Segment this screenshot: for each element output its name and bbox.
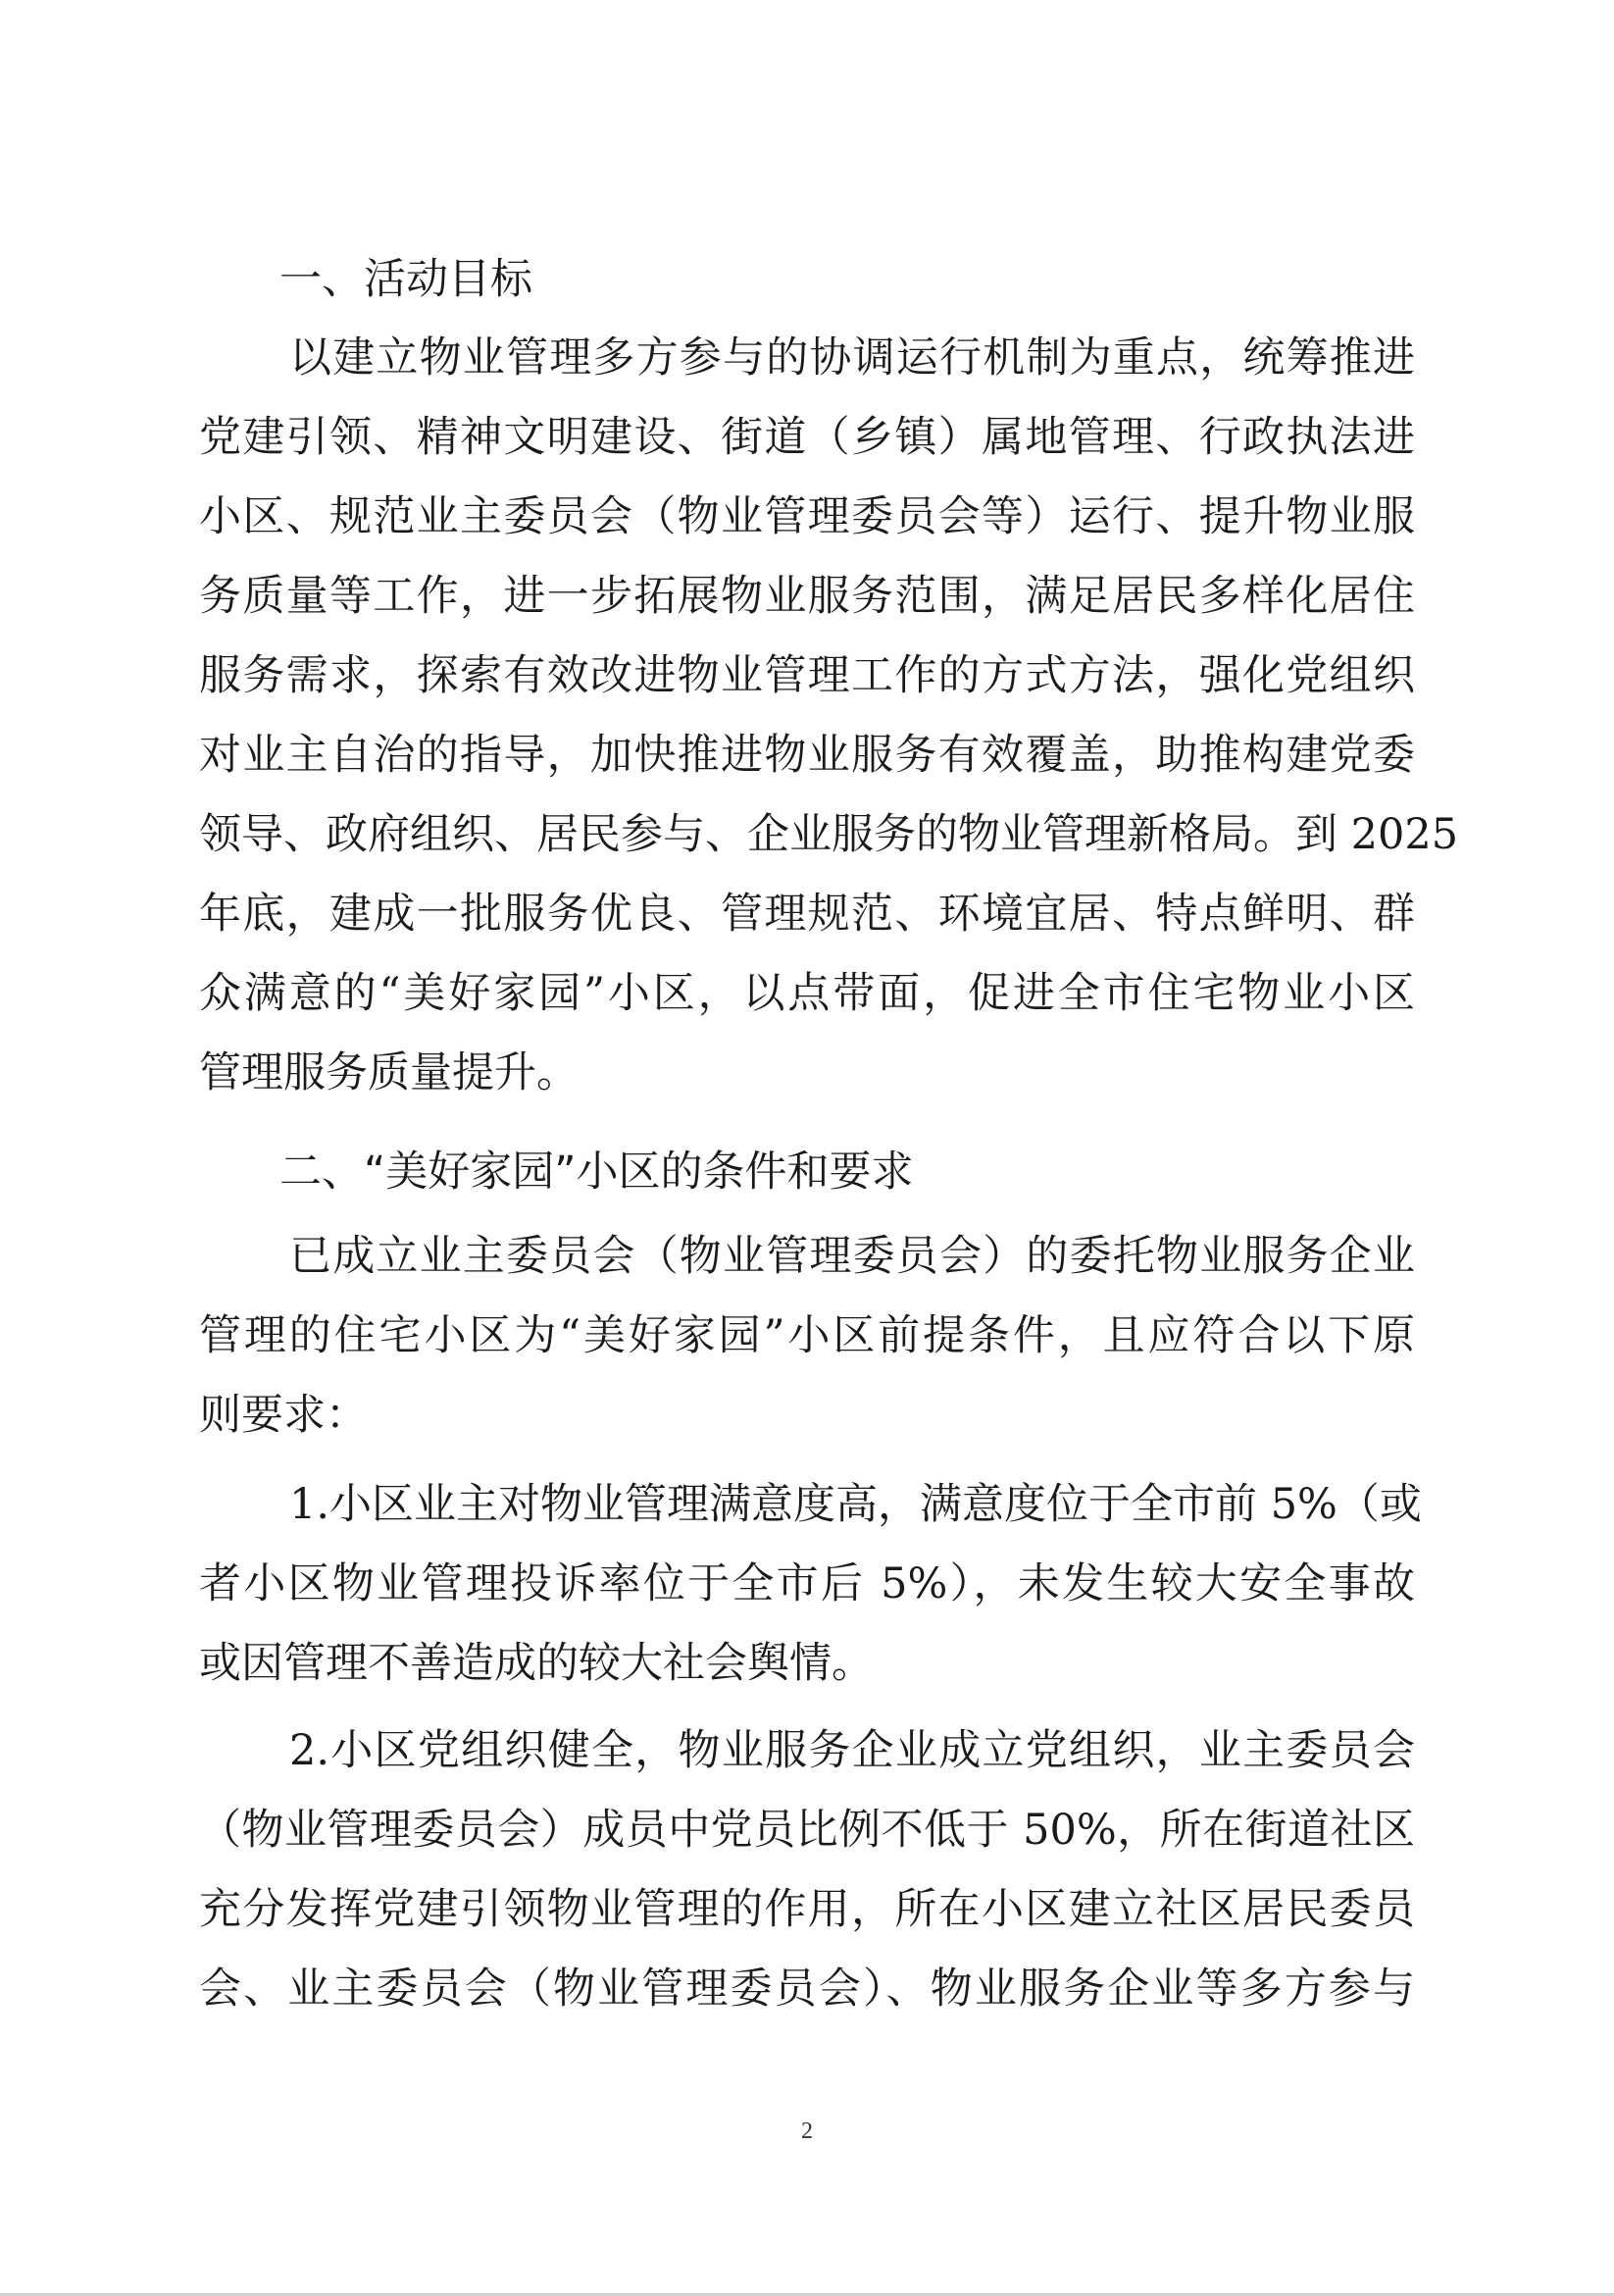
paragraph-line: 则要求：: [199, 1391, 368, 1440]
paragraph-line: （物业管理委员会）成员中党员比例不低于 50%，所在街道社区: [199, 1806, 1415, 1855]
section-2-heading: 二、“美好家园”小区的条件和要求: [279, 1148, 914, 1197]
paragraph-line: 或因管理不善造成的较大社会舆情。: [199, 1639, 874, 1688]
paragraph-line: 者小区物业管理投诉率位于全市后 5%），未发生较大安全事故: [199, 1559, 1415, 1608]
paragraph-line: 管理的住宅小区为“美好家园”小区前提条件，且应符合以下原: [199, 1311, 1415, 1360]
paragraph-line: 对业主自治的指导，加快推进物业服务有效覆盖，助推构建党委: [199, 731, 1415, 780]
paragraph-line: 年底，建成一批服务优良、管理规范、环境宜居、特点鲜明、群: [199, 890, 1415, 939]
paragraph-line: 1.小区业主对物业管理满意度高，满意度位于全市前 5%（或: [289, 1480, 1422, 1529]
paragraph-line: 以建立物业管理多方参与的协调运行机制为重点，统筹推进: [289, 333, 1415, 383]
paragraph-line: 众满意的“美好家园”小区，以点带面，促进全市住宅物业小区: [199, 969, 1415, 1018]
paragraph-line: 充分发挥党建引领物业管理的作用，所在小区建立社区居民委员: [199, 1885, 1415, 1934]
paragraph-line: 务质量等工作，进一步拓展物业服务范围，满足居民多样化居住: [199, 572, 1415, 621]
paragraph-line: 服务需求，探索有效改进物业管理工作的方式方法，强化党组织: [199, 651, 1415, 700]
paragraph-line: 会、业主委员会（物业管理委员会）、物业服务企业等多方参与: [199, 1964, 1415, 2014]
paragraph-line: 党建引领、精神文明建设、街道（乡镇）属地管理、行政执法进: [199, 413, 1415, 462]
paragraph-line: 已成立业主委员会（物业管理委员会）的委托物业服务企业: [289, 1232, 1415, 1281]
paragraph-line: 2.小区党组织健全，物业服务企业成立党组织，业主委员会: [289, 1726, 1415, 1775]
paragraph-line: 小区、规范业主委员会（物业管理委员会等）运行、提升物业服: [199, 492, 1415, 541]
paragraph-line: 管理服务质量提升。: [199, 1048, 579, 1097]
page-number: 2: [801, 2118, 813, 2144]
section-1-heading: 一、活动目标: [279, 255, 532, 304]
paragraph-line: 领导、政府组织、居民参与、企业服务的物业管理新格局。到 2025: [199, 810, 1459, 859]
